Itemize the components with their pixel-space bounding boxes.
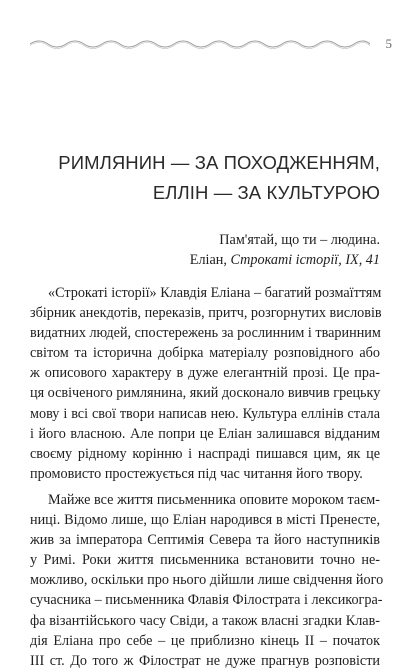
paragraph-line: дія Еліана про себе – це приблизно кінець II – початок: [30, 632, 380, 649]
paragraph-line: мову і всі свої твори написав нею. Культура еллінів стала: [30, 405, 380, 422]
paragraph-line: «Строкаті історії» Клавдія Еліана – багатий розмаїттям: [48, 285, 382, 301]
paragraph-line: і його власною. Але попри це Еліан залишався відданим: [30, 425, 380, 442]
ornamental-rule: [30, 38, 370, 50]
paragraph-line: фа візантійського часу Свіди, а також власні згадки Клав-: [30, 612, 380, 629]
epigraph-author: Еліан,: [189, 252, 231, 268]
paragraph-line: збірник анекдотів, переказів, притч, розгорнутих висловів: [30, 305, 382, 322]
paragraph-line: Майже все життя письменника оповите мороком таєм-: [48, 491, 380, 508]
paragraph-line: видатних людей, спостережень за рослинним і тваринним: [30, 325, 381, 342]
paragraph-line: можливо, оскільки про нього дійшли лише свідчення його: [30, 572, 384, 589]
paragraph-line: ця освіченого римлянина, який досконало вивчив грецьку: [30, 385, 381, 402]
epigraph-quote: Пам'ятай, що ти – людина.: [219, 232, 380, 248]
body-text: [30, 283, 384, 671]
chapter-title-line-1: РИМЛЯНИН — ЗА ПОХОДЖЕННЯМ,: [58, 152, 380, 173]
paragraph-line: сучасника – письменника Флавія Філострата і лексикогра-: [30, 592, 383, 609]
chapter-title-line-2: ЕЛЛІН — ЗА КУЛЬТУРОЮ: [152, 182, 380, 203]
running-head: [30, 34, 392, 54]
paragraph-line: світом та історична добірка матеріалу розповідного або: [30, 345, 380, 362]
page-number: 5: [385, 36, 392, 51]
paragraph-line: ж описового характеру в дуже елегантній прозі. Це пра-: [30, 365, 380, 382]
paragraph-line: своєму рідному корінню і наспраді пишався цим, як це: [30, 445, 380, 462]
paragraph-line: жив за імператора Септимія Севера та його наступників: [30, 532, 380, 549]
paragraph-line: у Римі. Роки життя письменника встановити точно не-: [30, 552, 380, 569]
paragraph-line: III ст. До того ж Філострат не дуже прагнув розповісти: [30, 652, 380, 669]
epigraph-source: [190, 250, 380, 270]
paragraph-line: промовисто простежується під час читання його твору.: [30, 465, 363, 482]
paragraph-line: ниці. Відомо лише, що Еліан народився в місті Пренесте,: [30, 512, 380, 529]
epigraph-work: Строкаті історії, IX, 41: [230, 252, 380, 268]
